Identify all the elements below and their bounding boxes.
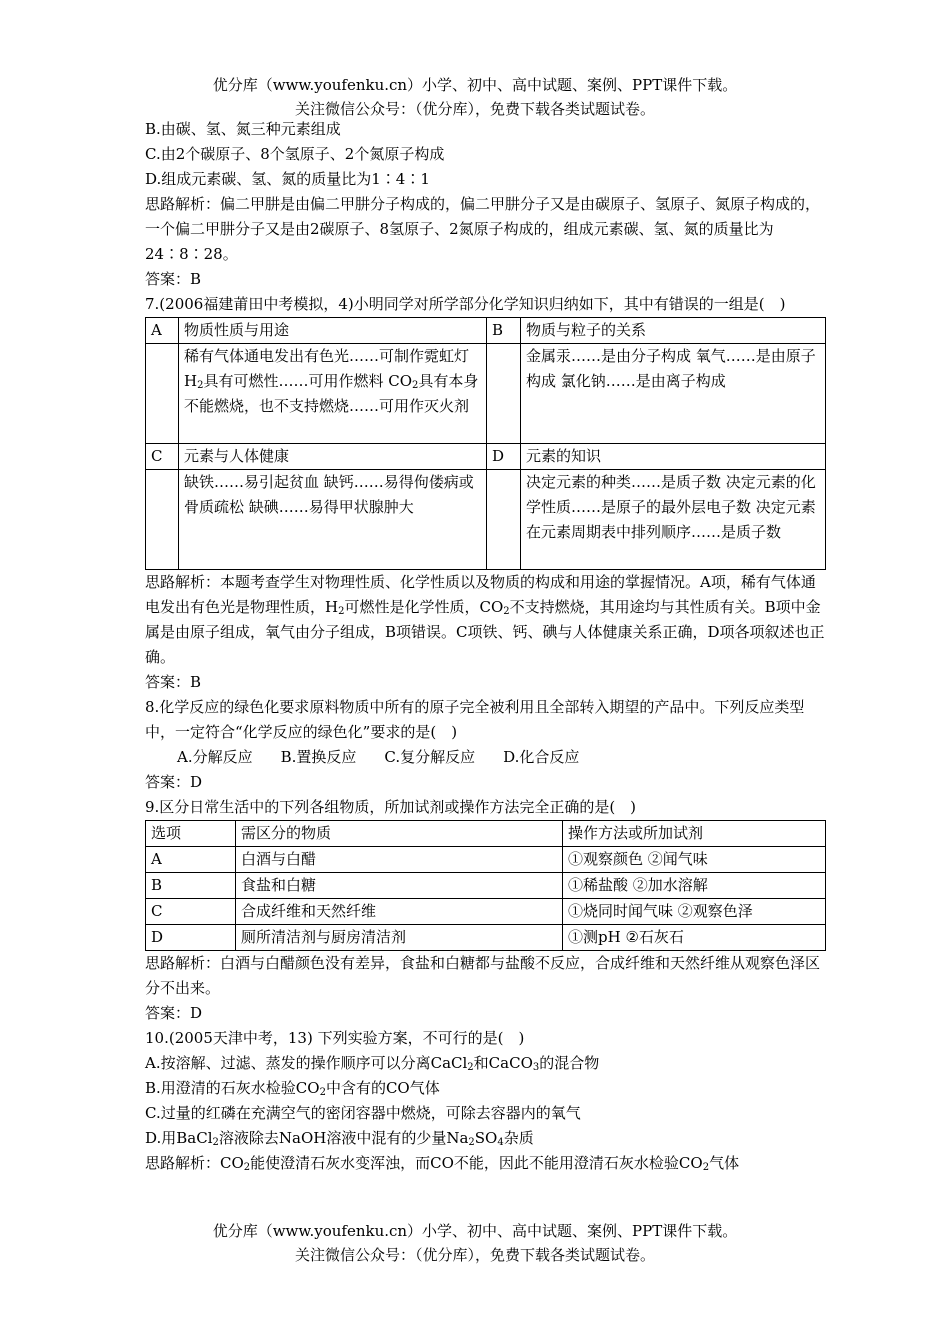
q6-analysis: 思路解析：偏二甲肼是由偏二甲肼分子构成的，偏二甲肼分子又是由碳原子、氢原子、氮原子构成的，一个偏二甲肼分子又是由2碳原子、8氢原子、2氮原子构成的，组成元素碳、氢、氮的质量比为24∶8∶28。 <box>145 195 821 263</box>
q7-analysis: 思路解析：本题考查学生对物理性质、化学性质以及物质的构成和用途的掌握情况。A项，稀有气体通电发出有色光是物理性质，$H_2$可燃性是化学性质，$CO_2$不支持燃烧，其用途均与其性质有关。B项中金属是由原子组成，氧气由分子组成，B项错误。C项铁、钙、碘与人体健康关系正确，D项各项叙述也正确。 <box>145 573 825 666</box>
table-cell: ①烧同时闻气味 ②观察色泽 <box>563 899 826 925</box>
q8-option-b: B.置换反应 <box>280 748 357 766</box>
document-body <box>145 117 825 1176</box>
q9-header-method: 操作方法或所加试剂 <box>563 821 826 847</box>
q6-option-d: D.组成元素碳、氢、氮的质量比为1∶4∶1 <box>145 170 430 188</box>
q10-question: 10.(2005天津中考，13) 下列实验方案，不可行的是( ) <box>145 1029 525 1047</box>
table-row <box>146 899 826 925</box>
table-cell: A <box>146 847 236 873</box>
q7-label-a: A <box>146 318 179 344</box>
q8-option-c: C.复分解反应 <box>384 748 476 766</box>
table-cell: ①稀盐酸 ②加水溶解 <box>563 873 826 899</box>
table-cell: 厕所清洁剂与厨房清洁剂 <box>236 925 563 951</box>
q9-header-option: 选项 <box>146 821 236 847</box>
q7-answer: 答案：B <box>145 673 202 691</box>
table-row <box>146 925 826 951</box>
q8-option-d: D.化合反应 <box>503 748 580 766</box>
page-footer <box>0 1219 950 1267</box>
q6-answer: 答案：B <box>145 270 202 288</box>
q7-empty-c <box>146 470 179 570</box>
q9-question: 9.区分日常生活中的下列各组物质，所加试剂或操作方法完全正确的是( ) <box>145 798 637 816</box>
q10-option-b: B.用澄清的石灰水检验$CO_2$中含有的CO气体 <box>145 1079 440 1098</box>
q7-text-c: 缺铁……易引起贫血 缺钙……易得佝偻病或骨质疏松 缺碘……易得甲状腺肿大 <box>179 470 487 570</box>
table-row <box>146 847 826 873</box>
q7-text-a: 稀有气体通电发出有色光……可制作霓虹灯 $H_2$具有可燃性……可用作燃料 $CO_2$具有本身不能燃烧，也不支持燃烧……可用作灭火剂 <box>179 344 487 444</box>
q7-label-d: D <box>487 444 521 470</box>
q9-analysis: 思路解析：白酒与白醋颜色没有差异，食盐和白糖都与盐酸不反应，合成纤维和天然纤维从观察色泽区分不出来。 <box>145 954 821 997</box>
q7-title-c: 元素与人体健康 <box>179 444 487 470</box>
q8-question: 8.化学反应的绿色化要求原料物质中所有的原子完全被利用且全部转入期望的产品中。下列反应类型中，一定符合“化学反应的绿色化”要求的是( ) <box>145 698 805 741</box>
q9-header-items: 需区分的物质 <box>236 821 563 847</box>
q8-option-a: A.分解反应 <box>177 748 253 766</box>
q7-label-c: C <box>146 444 179 470</box>
q8-options <box>145 745 825 770</box>
q9-answer: 答案：D <box>145 1004 203 1022</box>
table-cell: D <box>146 925 236 951</box>
q9-table <box>145 820 826 951</box>
q7-empty-d <box>487 470 521 570</box>
table-cell: B <box>146 873 236 899</box>
q7-title-b: 物质与粒子的关系 <box>521 318 826 344</box>
q7-table <box>145 317 826 570</box>
q10-option-a: A.按溶解、过滤、蒸发的操作顺序可以分离CaCl$_2$和CaCO$_3$的混合物 <box>145 1054 600 1073</box>
table-cell: C <box>146 899 236 925</box>
q10-option-d: D.用BaCl$_2$溶液除去NaOH溶液中混有的少量$Na_2SO_4$杂质 <box>145 1129 534 1148</box>
table-cell: ①观察颜色 ②闻气味 <box>563 847 826 873</box>
table-row <box>146 873 826 899</box>
table-cell: ①测pH ②石灰石 <box>563 925 826 951</box>
q6-option-b: B.由碳、氢、氮三种元素组成 <box>145 120 341 138</box>
table-header-row <box>146 821 826 847</box>
header-line-1: 优分库（www.youfenku.cn）小学、初中、高中试题、案例、PPT课件下载。 <box>212 76 738 94</box>
q6-option-c: C.由2个碳原子、8个氢原子、2个氮原子构成 <box>145 145 445 163</box>
q7-empty-b <box>487 344 521 444</box>
q7-question: 7.(2006福建莆田中考模拟，4)小明同学对所学部分化学知识归纳如下，其中有错误的一组是( ) <box>145 295 786 313</box>
q7-label-b: B <box>487 318 521 344</box>
q7-text-b: 金属汞……是由分子构成 氧气……是由原子构成 氯化钠……是由离子构成 <box>521 344 826 444</box>
table-cell: 食盐和白糖 <box>236 873 563 899</box>
q7-empty-a <box>146 344 179 444</box>
q7-title-a: 物质性质与用途 <box>179 318 487 344</box>
footer-line-1: 优分库（www.youfenku.cn）小学、初中、高中试题、案例、PPT课件下载。 <box>212 1222 738 1240</box>
table-cell: 合成纤维和天然纤维 <box>236 899 563 925</box>
table-cell: 白酒与白醋 <box>236 847 563 873</box>
header-line-2: 关注微信公众号：（优分库），免费下载各类试题试卷。 <box>294 100 655 118</box>
q7-text-d: 决定元素的种类……是质子数 决定元素的化学性质……是原子的最外层电子数 决定元素在元素周期表中排列顺序……是质子数 <box>521 470 826 570</box>
q7-title-d: 元素的知识 <box>521 444 826 470</box>
q10-option-c: C.过量的红磷在充满空气的密闭容器中燃烧，可除去容器内的氧气 <box>145 1104 581 1122</box>
q8-answer: 答案：D <box>145 773 203 791</box>
q10-analysis: 思路解析：$CO_2$能使澄清石灰水变浑浊，而CO不能，因此不能用澄清石灰水检验$CO_2$气体 <box>145 1154 740 1173</box>
page-header <box>0 73 950 121</box>
footer-line-2: 关注微信公众号：（优分库），免费下载各类试题试卷。 <box>294 1246 655 1264</box>
